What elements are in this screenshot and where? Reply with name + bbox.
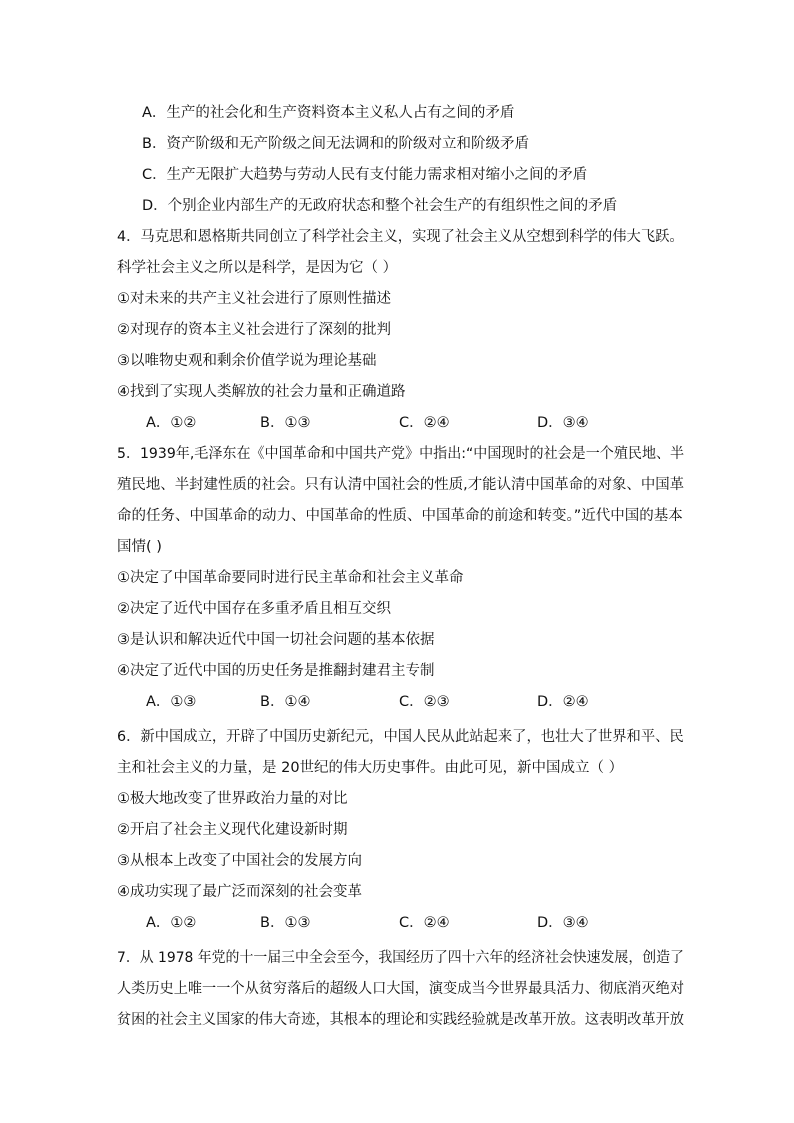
q5-stem-line-3: 命的任务、中国革命的动力、中国革命的性质、中国革命的前途和转变。”近代中国的基本 bbox=[117, 508, 683, 524]
q4-choice-a: A．①② bbox=[146, 415, 197, 431]
q6-statement-2: ②开启了社会主义现代化建设新时期 bbox=[117, 822, 348, 838]
q7-stem-line-1: 7．从 1978 年党的十一届三中全会至今，我国经历了四十六年的经济社会快速发展，创造了 bbox=[117, 950, 684, 966]
q7-stem-line-2: 人类历史上唯一一个从贫穷落后的超级人口大国，演变成当今世界最具活力、彻底消灭绝对 bbox=[117, 981, 685, 997]
q4-statement-2: ②对现存的资本主义社会进行了深刻的批判 bbox=[117, 322, 391, 338]
q4-choice-d: D．③④ bbox=[537, 415, 589, 431]
q7-stem-line-3: 贫困的社会主义国家的伟大奇迹，其根本的理论和实践经验就是改革开放。这表明改革开放 bbox=[117, 1012, 685, 1028]
q3-option-c: C．生产无限扩大趋势与劳动人民有支付能力需求相对缩小之间的矛盾 bbox=[142, 167, 588, 183]
q5-choice-a: A．①③ bbox=[146, 694, 197, 710]
q6-stem-line-1: 6．新中国成立，开辟了中国历史新纪元，中国人民从此站起来了，也壮大了世界和平、民 bbox=[117, 729, 684, 745]
q4-choice-c: C．②④ bbox=[399, 415, 450, 431]
q5-stem-line-1: 5．1939年,毛泽东在《中国革命和中国共产党》中指出:“中国现时的社会是一个殖民地、半 bbox=[117, 446, 685, 462]
q3-option-b: B．资产阶级和无产阶级之间无法调和的阶级对立和阶级矛盾 bbox=[142, 136, 529, 152]
q3-option-d: D．个别企业内部生产的无政府状态和整个社会生产的有组织性之间的矛盾 bbox=[142, 198, 618, 214]
q4-statement-4: ④找到了实现人类解放的社会力量和正确道路 bbox=[117, 384, 406, 400]
q4-stem-line-2: 科学社会主义之所以是科学，是因为它（ ） bbox=[117, 260, 398, 276]
q4-statement-1: ①对未来的共产主义社会进行了原则性描述 bbox=[117, 291, 391, 307]
q6-choice-c: C．②④ bbox=[399, 915, 450, 931]
q6-choice-b: B．①③ bbox=[260, 915, 311, 931]
q5-choice-b: B．①④ bbox=[260, 694, 311, 710]
q5-stem-line-4: 国情( ) bbox=[117, 539, 162, 555]
q4-stem-line-1: 4．马克思和恩格斯共同创立了科学社会主义，实现了社会主义从空想到科学的伟大飞跃。 bbox=[117, 229, 684, 245]
q6-statement-4: ④成功实现了最广泛而深刻的社会变革 bbox=[117, 884, 362, 900]
q5-choice-d: D．②④ bbox=[537, 694, 589, 710]
q4-statement-3: ③以唯物史观和剩余价值学说为理论基础 bbox=[117, 353, 377, 369]
q5-statement-3: ③是认识和解决近代中国一切社会问题的基本依据 bbox=[117, 632, 435, 648]
q6-statement-1: ①极大地改变了世界政治力量的对比 bbox=[117, 791, 348, 807]
q5-statement-2: ②决定了近代中国存在多重矛盾且相互交织 bbox=[117, 601, 391, 617]
q6-stem-line-2: 主和社会主义的力量，是 20世纪的伟大历史事件。由此可见，新中国成立（ ） bbox=[117, 760, 624, 776]
q6-statement-3: ③从根本上改变了中国社会的发展方向 bbox=[117, 853, 362, 869]
q5-stem-line-2: 殖民地、半封建性质的社会。只有认清中国社会的性质,才能认清中国革命的对象、中国革 bbox=[117, 477, 685, 493]
q3-option-a: A．生产的社会化和生产资料资本主义私人占有之间的矛盾 bbox=[142, 105, 515, 121]
q5-choice-c: C．②③ bbox=[399, 694, 450, 710]
q5-statement-1: ①决定了中国革命要同时进行民主革命和社会主义革命 bbox=[117, 570, 464, 586]
q5-statement-4: ④决定了近代中国的历史任务是推翻封建君主专制 bbox=[117, 663, 435, 679]
q4-choice-b: B．①③ bbox=[260, 415, 311, 431]
q6-choice-a: A．①② bbox=[146, 915, 197, 931]
q6-choice-d: D．③④ bbox=[537, 915, 589, 931]
